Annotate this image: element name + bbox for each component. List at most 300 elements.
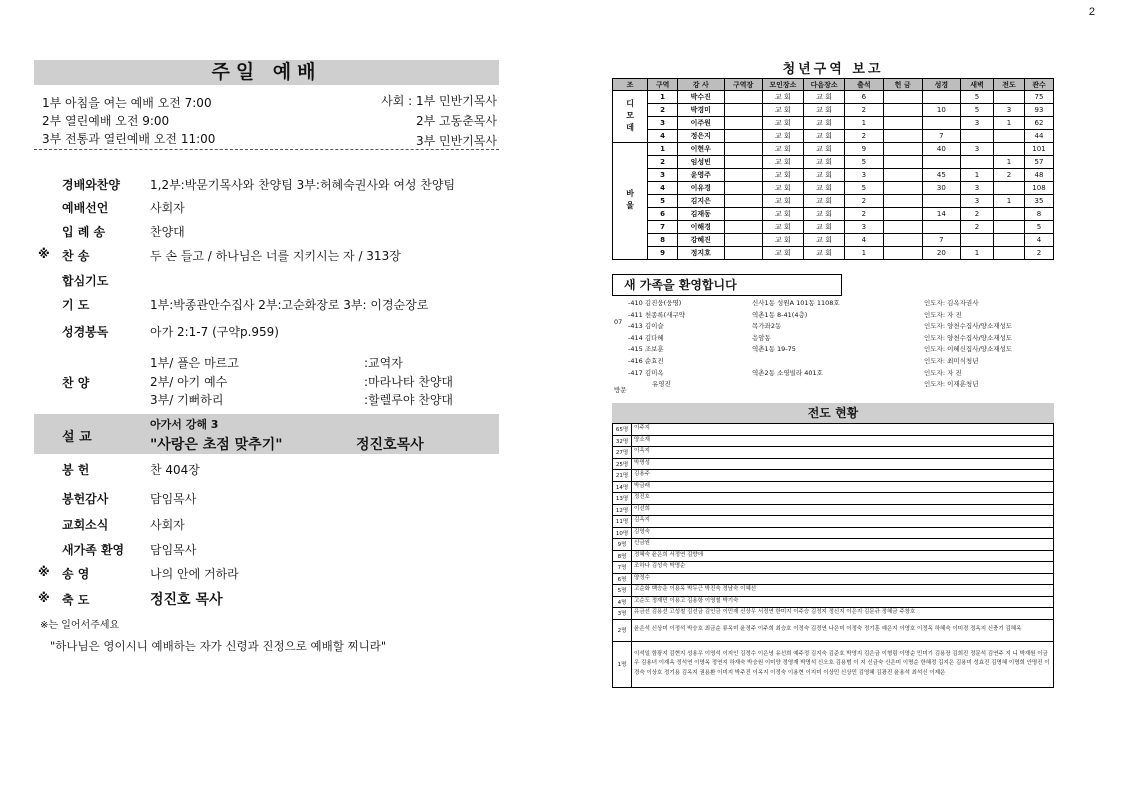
report-cell-dawn: 3 bbox=[960, 182, 993, 195]
report-cell-name: 이주원 bbox=[678, 117, 724, 130]
report-cell-empty bbox=[724, 208, 762, 221]
evangelism-count: 1명 bbox=[613, 641, 632, 687]
evangelism-count: 3명 bbox=[613, 608, 632, 620]
evangelism-count: 25명 bbox=[613, 458, 632, 470]
report-cell-place: 교 회 bbox=[762, 117, 803, 130]
report-group-name: 바울 bbox=[613, 143, 648, 260]
worship-title-bar bbox=[34, 60, 499, 85]
sermon-label: 설 교 bbox=[62, 430, 92, 445]
praise-part: 1부/ 플은 마르고 bbox=[150, 356, 239, 370]
report-cell-evang bbox=[994, 221, 1025, 234]
report-cell-empty bbox=[724, 169, 762, 182]
report-cell-bible: 40 bbox=[922, 143, 960, 156]
report-cell-next: 교 회 bbox=[804, 104, 845, 117]
order-value: 찬양대 bbox=[150, 225, 185, 239]
evangelism-names: 정혜숙 윤은희 서정연 김향애 bbox=[632, 550, 1054, 562]
report-row bbox=[613, 247, 1054, 260]
order-label: 봉헌감사 bbox=[62, 492, 109, 506]
evangelism-table bbox=[612, 423, 1054, 688]
standing-note: ※는 일어서주세요 bbox=[40, 620, 120, 631]
report-cell-evang: 1 bbox=[994, 117, 1025, 130]
report-cell-evang bbox=[994, 91, 1025, 104]
evangelism-row bbox=[613, 585, 1054, 597]
newfamily-group: 07 bbox=[614, 318, 623, 326]
report-row bbox=[613, 104, 1054, 117]
report-title: 청년구역 보고 bbox=[782, 62, 884, 77]
report-row bbox=[613, 221, 1054, 234]
report-cell-dawn bbox=[960, 234, 993, 247]
order-value: 나의 안에 거하라 bbox=[150, 567, 239, 581]
order-value: 1,2부:박문기목사와 찬양팀 3부:허혜숙권사와 여성 찬양팀 bbox=[150, 178, 456, 192]
evangelism-count: 12명 bbox=[613, 504, 632, 516]
newfamily-addr: 역촌1동 19-75 bbox=[752, 345, 796, 354]
leader-3: 3부 민반기목사 bbox=[415, 134, 497, 148]
report-cell-bible bbox=[922, 221, 960, 234]
divider bbox=[34, 149, 499, 150]
report-cell-place: 교 회 bbox=[762, 143, 803, 156]
report-cell-att: 5 bbox=[845, 156, 883, 169]
newfamily-guide: 인도자: 이혜신집사/양소재성도 bbox=[924, 345, 1013, 354]
report-cell-next: 교 회 bbox=[804, 130, 845, 143]
evangelism-row bbox=[613, 435, 1054, 447]
praise-by: :교역자 bbox=[364, 356, 403, 370]
page-number: 2 bbox=[1088, 6, 1095, 18]
evangelism-count: 6명 bbox=[613, 573, 632, 585]
report-cell-num: 1 bbox=[648, 91, 678, 104]
evangelism-names: 박명성 bbox=[632, 458, 1054, 470]
report-row bbox=[613, 143, 1054, 156]
evangelism-names: 조하나 김성숙 박명순 bbox=[632, 562, 1054, 574]
newfamily-id: -413 김이슬 bbox=[628, 322, 664, 331]
newfamily-addr: 역촌2동 소영빌라 401호 bbox=[752, 368, 823, 377]
report-cell-next: 교 회 bbox=[804, 208, 845, 221]
report-cell-place: 교 회 bbox=[762, 208, 803, 221]
standing-mark: ※ bbox=[38, 565, 50, 579]
report-cell-num: 7 bbox=[648, 221, 678, 234]
report-cell-next: 교 회 bbox=[804, 91, 845, 104]
report-cell-empty bbox=[724, 130, 762, 143]
report-cell-evang: 3 bbox=[994, 104, 1025, 117]
evangelism-names: 김영숙 bbox=[632, 527, 1054, 539]
report-cell-count: 48 bbox=[1024, 169, 1053, 182]
report-cell-next: 교 회 bbox=[804, 143, 845, 156]
report-header-cell: 성경 bbox=[922, 79, 960, 91]
evangelism-count: 21명 bbox=[613, 470, 632, 482]
report-cell-evang bbox=[994, 247, 1025, 260]
evangelism-count: 27명 bbox=[613, 447, 632, 459]
order-label: 교회소식 bbox=[62, 518, 109, 532]
report-cell-dawn bbox=[960, 130, 993, 143]
report-cell-name: 정은지 bbox=[678, 130, 724, 143]
evangelism-count: 65명 bbox=[613, 424, 632, 436]
report-cell-next: 교 회 bbox=[804, 247, 845, 260]
evangelism-row bbox=[613, 596, 1054, 608]
report-cell-att: 3 bbox=[845, 221, 883, 234]
evangelism-names: 박금래 bbox=[632, 481, 1054, 493]
newfamily-id: -411 천종록(새구약 bbox=[628, 310, 686, 319]
evangelism-row bbox=[613, 619, 1054, 641]
report-cell-name: 강혜진 bbox=[678, 234, 724, 247]
order-label: 기 도 bbox=[62, 298, 90, 312]
report-cell-empty bbox=[724, 91, 762, 104]
praise-by: :할렐루야 찬양대 bbox=[364, 393, 454, 407]
report-cell-att: 2 bbox=[845, 208, 883, 221]
report-cell-name: 이해경 bbox=[678, 221, 724, 234]
report-cell-bible: 7 bbox=[922, 130, 960, 143]
worship-title: 주일 예배 bbox=[211, 61, 322, 83]
report-cell-empty bbox=[724, 182, 762, 195]
order-label: 성경봉독 bbox=[62, 325, 109, 339]
report-cell-evang bbox=[994, 182, 1025, 195]
order-value: 담임목사 bbox=[150, 492, 197, 506]
report-cell-evang bbox=[994, 208, 1025, 221]
report-cell-empty bbox=[724, 104, 762, 117]
report-cell-name: 김재동 bbox=[678, 208, 724, 221]
report-cell-att: 4 bbox=[845, 234, 883, 247]
report-cell-count: 101 bbox=[1024, 143, 1053, 156]
standing-mark: ※ bbox=[38, 247, 50, 261]
newfamily-guide: 인도자: 자 진 bbox=[924, 368, 962, 377]
evangelism-row bbox=[613, 504, 1054, 516]
evangelism-count: 13명 bbox=[613, 493, 632, 505]
newfamily-id: -416 순효진 bbox=[628, 357, 664, 365]
evangelism-names: 이석일 함광지 김현지 성용우 이영석 이지인 김정수 이은녕 유선희 예주정 김지숙 김준호 박영지 김은금 이형림 이영순 민미기 김용장 김희진 정문석 김연주 지 니 박재원 이금우 김용녀 이재옥 정석연 이영옥 정연지 하재숙 박승원 이미양 정영재 박명석 신오호 김용범 이 지 신금숙 신은미 이명순 한혜정 김지은 김용미 성효진 김명혜 이명희 안명진 이경숙 이상호 정기용 김옥지 권용환 이미지 박주진 이옥지 이정숙 이용현 이지미 이상민 신상민 김영혜 김광진 윤용석 최석신 이제은 bbox=[632, 641, 1054, 687]
order-label: 찬 송 bbox=[62, 249, 90, 263]
report-header-cell: 새벽 bbox=[960, 79, 993, 91]
report-header-row bbox=[613, 79, 1054, 91]
report-cell-place: 교 회 bbox=[762, 91, 803, 104]
report-cell-bible: 7 bbox=[922, 234, 960, 247]
evangelism-names: 이선희 bbox=[632, 504, 1054, 516]
praise-part: 3부/ 기뻐하리 bbox=[150, 393, 224, 407]
report-row bbox=[613, 182, 1054, 195]
report-header-cell: 출석 bbox=[845, 79, 883, 91]
report-cell-att: 2 bbox=[845, 130, 883, 143]
report-cell-empty bbox=[883, 208, 922, 221]
order-label: 합심기도 bbox=[62, 274, 109, 288]
report-cell-num: 1 bbox=[648, 143, 678, 156]
report-cell-name: 이유경 bbox=[678, 182, 724, 195]
report-cell-name: 윤영주 bbox=[678, 169, 724, 182]
report-cell-place: 교 회 bbox=[762, 221, 803, 234]
sermon-series: 아가서 강해 3 bbox=[150, 418, 219, 431]
report-cell-evang bbox=[994, 130, 1025, 143]
report-row bbox=[613, 130, 1054, 143]
report-cell-empty bbox=[883, 143, 922, 156]
praise-by: :마라나타 찬양대 bbox=[364, 375, 454, 389]
report-cell-place: 교 회 bbox=[762, 182, 803, 195]
report-cell-dawn: 2 bbox=[960, 208, 993, 221]
evangelism-row bbox=[613, 641, 1054, 687]
report-cell-att: 6 bbox=[845, 91, 883, 104]
newfamily-id: -414 김다혜 bbox=[628, 333, 664, 342]
evangelism-count: 11명 bbox=[613, 516, 632, 528]
report-cell-next: 교 회 bbox=[804, 182, 845, 195]
report-cell-bible bbox=[922, 91, 960, 104]
report-cell-empty bbox=[724, 117, 762, 130]
evangelism-row bbox=[613, 608, 1054, 620]
report-cell-bible: 20 bbox=[922, 247, 960, 260]
sermon-title: "사랑은 초점 맞추기" bbox=[150, 437, 283, 453]
order-label: 새가족 환영 bbox=[62, 543, 125, 557]
evangelism-count: 4명 bbox=[613, 596, 632, 608]
newfamily-visit-label: 방문 bbox=[614, 386, 627, 394]
praise-label: 찬 양 bbox=[62, 376, 90, 390]
report-cell-empty bbox=[724, 221, 762, 234]
order-label: 예배선언 bbox=[62, 201, 109, 215]
order-label: 봉 헌 bbox=[62, 463, 90, 477]
report-cell-empty bbox=[724, 156, 762, 169]
report-row bbox=[613, 208, 1054, 221]
report-cell-num: 2 bbox=[648, 104, 678, 117]
report-cell-dawn: 5 bbox=[960, 104, 993, 117]
evangelism-names: 고순화 백승운 이용옥 박두근 박진숙 정남숙 이혜선 bbox=[632, 585, 1054, 597]
report-table bbox=[612, 78, 1054, 260]
evangelism-row bbox=[613, 493, 1054, 505]
report-cell-bible bbox=[922, 156, 960, 169]
report-cell-dawn: 3 bbox=[960, 143, 993, 156]
report-cell-empty bbox=[883, 156, 922, 169]
report-cell-att: 5 bbox=[845, 182, 883, 195]
order-label: 송 영 bbox=[62, 567, 90, 581]
newfamily-addr: 목가좌2동 bbox=[752, 322, 782, 331]
report-cell-num: 4 bbox=[648, 130, 678, 143]
report-cell-name: 김지은 bbox=[678, 195, 724, 208]
evangelism-names: 양소재 bbox=[632, 435, 1054, 447]
report-cell-empty bbox=[724, 234, 762, 247]
report-cell-att: 2 bbox=[845, 195, 883, 208]
evangelism-names: 이주지 bbox=[632, 424, 1054, 436]
report-cell-num: 2 bbox=[648, 156, 678, 169]
report-cell-empty bbox=[883, 221, 922, 234]
evangelism-names: 김용주 bbox=[632, 470, 1054, 482]
report-cell-empty bbox=[883, 247, 922, 260]
report-cell-name: 박경미 bbox=[678, 104, 724, 117]
report-cell-evang bbox=[994, 143, 1025, 156]
report-cell-count: 44 bbox=[1024, 130, 1053, 143]
order-value: 1부:박종관안수집사 2부:고순화장로 3부: 이경순장로 bbox=[150, 298, 429, 312]
report-cell-empty bbox=[883, 195, 922, 208]
report-cell-bible bbox=[922, 117, 960, 130]
evangelism-count: 2명 bbox=[613, 619, 632, 641]
newfamily-guide: 인도자: 양천수집사/양소재성도 bbox=[924, 322, 1013, 331]
report-header-cell: 구역 bbox=[648, 79, 678, 91]
report-cell-bible: 14 bbox=[922, 208, 960, 221]
report-cell-place: 교 회 bbox=[762, 156, 803, 169]
report-cell-empty bbox=[883, 104, 922, 117]
report-row bbox=[613, 117, 1054, 130]
report-cell-dawn: 1 bbox=[960, 169, 993, 182]
report-cell-num: 9 bbox=[648, 247, 678, 260]
evangelism-names: 이옥지 bbox=[632, 447, 1054, 459]
praise-part: 2부/ 아기 예수 bbox=[150, 375, 228, 389]
order-value: 아가 2:1-7 (구약p.959) bbox=[150, 325, 279, 339]
report-cell-dawn: 1 bbox=[960, 247, 993, 260]
evangelism-count: 8명 bbox=[613, 550, 632, 562]
report-row bbox=[613, 195, 1054, 208]
evangelism-row bbox=[613, 458, 1054, 470]
report-cell-att: 1 bbox=[845, 117, 883, 130]
report-cell-empty bbox=[883, 117, 922, 130]
report-cell-place: 교 회 bbox=[762, 234, 803, 247]
report-cell-place: 교 회 bbox=[762, 195, 803, 208]
report-cell-next: 교 회 bbox=[804, 221, 845, 234]
order-value: 담임목사 bbox=[150, 543, 197, 557]
report-cell-empty bbox=[883, 182, 922, 195]
order-label: 축 도 bbox=[62, 593, 90, 607]
report-cell-name: 이현우 bbox=[678, 143, 724, 156]
report-cell-place: 교 회 bbox=[762, 169, 803, 182]
report-cell-next: 교 회 bbox=[804, 117, 845, 130]
newfamily-guide: 인도자: 자 진 bbox=[924, 310, 962, 319]
report-cell-att: 2 bbox=[845, 104, 883, 117]
report-header-cell: 구역장 bbox=[724, 79, 762, 91]
newfamily-guide: 인도자: 최미식청년 bbox=[924, 357, 979, 365]
report-cell-num: 3 bbox=[648, 117, 678, 130]
newfamily-id: -410 김진웅(웅명) bbox=[628, 299, 682, 307]
report-header-cell: 전도 bbox=[994, 79, 1025, 91]
newfamily-addr: 신사1동 성원A 101동 1108호 bbox=[752, 299, 840, 307]
order-value: 사회자 bbox=[150, 518, 185, 532]
evangelism-row bbox=[613, 481, 1054, 493]
report-cell-dawn: 2 bbox=[960, 221, 993, 234]
report-cell-evang bbox=[994, 234, 1025, 247]
order-label: 경배와찬양 bbox=[62, 178, 120, 192]
report-cell-evang: 1 bbox=[994, 156, 1025, 169]
leader-2: 2부 고동춘목사 bbox=[415, 114, 497, 128]
evangelism-row bbox=[613, 550, 1054, 562]
report-header-cell: 조 bbox=[613, 79, 648, 91]
report-cell-next: 교 회 bbox=[804, 169, 845, 182]
order-value: 정진호 목사 bbox=[150, 592, 223, 608]
report-cell-bible: 45 bbox=[922, 169, 960, 182]
evangelism-count: 10명 bbox=[613, 527, 632, 539]
report-cell-num: 8 bbox=[648, 234, 678, 247]
report-cell-next: 교 회 bbox=[804, 234, 845, 247]
report-group-name: 디모데 bbox=[613, 91, 648, 143]
newfamily-addr: 응암동 bbox=[752, 333, 771, 342]
evangelism-names: 유금선 김용선 고성철 김선금 김인금 이민재 신상우 서정연 한미지 이주승 김정지 정신지 이은지 김문규 정혜금 주창호 bbox=[632, 608, 1054, 620]
report-cell-empty bbox=[724, 143, 762, 156]
evangelism-names: 정진호 bbox=[632, 493, 1054, 505]
standing-mark: ※ bbox=[38, 591, 50, 605]
order-label: 입 례 송 bbox=[62, 225, 106, 239]
newfamily-guide: 인도자: 양천수집사/양소재성도 bbox=[924, 333, 1013, 342]
evangelism-row bbox=[613, 573, 1054, 585]
report-cell-num: 6 bbox=[648, 208, 678, 221]
report-header-cell: 관수 bbox=[1024, 79, 1053, 91]
report-cell-bible bbox=[922, 195, 960, 208]
report-cell-place: 교 회 bbox=[762, 130, 803, 143]
leader-1: 사회 : 1부 민반기목사 bbox=[381, 94, 497, 108]
report-cell-evang: 2 bbox=[994, 169, 1025, 182]
evangelism-names: 고순도 정재민 이용고 김용항 이영철 박기숙 bbox=[632, 596, 1054, 608]
newfamily-title: 새 가족을 환영합니다 bbox=[624, 278, 737, 292]
report-cell-att: 3 bbox=[845, 169, 883, 182]
report-cell-dawn: 5 bbox=[960, 91, 993, 104]
report-header-cell: 강 사 bbox=[678, 79, 724, 91]
report-row bbox=[613, 169, 1054, 182]
evangelism-count: 32명 bbox=[613, 435, 632, 447]
report-cell-count: 5 bbox=[1024, 221, 1053, 234]
report-cell-next: 교 회 bbox=[804, 156, 845, 169]
report-cell-next: 교 회 bbox=[804, 195, 845, 208]
evangelism-names: 김옥지 bbox=[632, 516, 1054, 528]
newfamily-id: 유영진 bbox=[652, 380, 671, 389]
report-cell-att: 9 bbox=[845, 143, 883, 156]
newfamily-guide: 인도자: 김옥자권사 bbox=[924, 299, 979, 307]
sermon-preacher: 정진호목사 bbox=[356, 437, 424, 453]
newfamily-guide: 인도자: 이재훈청년 bbox=[924, 380, 979, 389]
report-cell-empty bbox=[883, 234, 922, 247]
evangelism-row bbox=[613, 527, 1054, 539]
evangelism-row bbox=[613, 516, 1054, 528]
report-cell-count: 4 bbox=[1024, 234, 1053, 247]
report-row bbox=[613, 91, 1054, 104]
report-header-cell: 헌 금 bbox=[883, 79, 922, 91]
evangelism-row bbox=[613, 562, 1054, 574]
report-cell-empty bbox=[724, 247, 762, 260]
service-1: 1부 아침을 여는 예배 오전 7:00 bbox=[42, 96, 212, 110]
evangelism-row bbox=[613, 470, 1054, 482]
report-cell-count: 108 bbox=[1024, 182, 1053, 195]
evangelism-names: 윤은석 신상미 이정석 박승호 최금순 류옥미 윤정주 이주희 최승호 이정숙 김정연 나은미 이정숙 정기훈 예은지 이영호 이정옥 하혜숙 이미경 정옥지 신충기 김혜옥 bbox=[632, 619, 1054, 641]
scripture-verse: "하나님은 영이시니 예배하는 자가 신령과 진정으로 예배할 찌니라" bbox=[50, 639, 387, 653]
report-cell-dawn bbox=[960, 156, 993, 169]
report-cell-name: 박수진 bbox=[678, 91, 724, 104]
report-cell-count: 8 bbox=[1024, 208, 1053, 221]
order-value: 두 손 들고 / 하나님은 너를 지키시는 자 / 313장 bbox=[150, 249, 401, 263]
report-cell-num: 4 bbox=[648, 182, 678, 195]
report-cell-count: 62 bbox=[1024, 117, 1053, 130]
report-cell-count: 75 bbox=[1024, 91, 1053, 104]
report-cell-place: 교 회 bbox=[762, 247, 803, 260]
evangelism-count: 9명 bbox=[613, 539, 632, 551]
report-cell-evang: 1 bbox=[994, 195, 1025, 208]
report-cell-dawn: 3 bbox=[960, 195, 993, 208]
report-cell-empty bbox=[883, 130, 922, 143]
evangelism-count: 14명 bbox=[613, 481, 632, 493]
report-cell-count: 93 bbox=[1024, 104, 1053, 117]
report-cell-empty bbox=[883, 169, 922, 182]
report-cell-num: 3 bbox=[648, 169, 678, 182]
evangelism-names: 양정수 bbox=[632, 573, 1054, 585]
report-cell-bible: 30 bbox=[922, 182, 960, 195]
evangelism-title: 전도 현황 bbox=[612, 403, 1054, 423]
evangelism-row bbox=[613, 424, 1054, 436]
newfamily-addr: 역촌1동 8-41(4층) bbox=[752, 310, 808, 319]
report-cell-count: 2 bbox=[1024, 247, 1053, 260]
report-cell-att: 1 bbox=[845, 247, 883, 260]
report-cell-empty bbox=[724, 195, 762, 208]
newfamily-id: -417 김미옥 bbox=[628, 368, 664, 377]
report-cell-place: 교 회 bbox=[762, 104, 803, 117]
report-cell-empty bbox=[883, 91, 922, 104]
report-cell-bible: 10 bbox=[922, 104, 960, 117]
evangelism-names: 신금원 bbox=[632, 539, 1054, 551]
report-header-cell: 모인장소 bbox=[762, 79, 803, 91]
report-cell-count: 57 bbox=[1024, 156, 1053, 169]
service-2: 2부 열린예배 오전 9:00 bbox=[42, 114, 170, 128]
report-cell-num: 5 bbox=[648, 195, 678, 208]
evangelism-count: 7명 bbox=[613, 562, 632, 574]
evangelism-row bbox=[613, 447, 1054, 459]
report-row bbox=[613, 156, 1054, 169]
service-3: 3부 전통과 열린예배 오전 11:00 bbox=[42, 132, 216, 146]
report-cell-dawn: 3 bbox=[960, 117, 993, 130]
report-cell-name: 정지호 bbox=[678, 247, 724, 260]
report-cell-name: 임성빈 bbox=[678, 156, 724, 169]
